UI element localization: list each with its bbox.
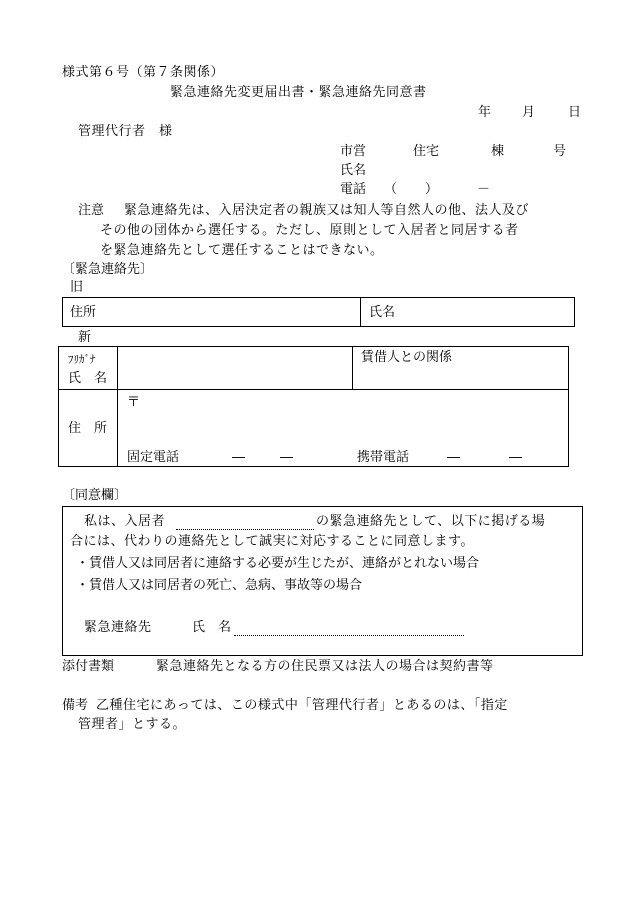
new-table-relation-divider — [352, 346, 353, 389]
remarks-line-2: 管理者」とする。 — [78, 717, 187, 732]
landline-label: 固定電話 — [127, 450, 180, 465]
notice-line-3: を緊急連絡先として選任することはできない。 — [100, 243, 384, 258]
room-label: 号 — [553, 144, 567, 159]
signer-name-line — [234, 635, 464, 636]
old-label: 旧 — [70, 280, 84, 295]
notice-label: 注意 — [78, 203, 105, 218]
housing-suffix: 住宅 — [413, 144, 440, 159]
old-name-label: 氏名 — [369, 305, 396, 320]
consent-intro-end: の緊急連絡先として、以下に掲げる場 — [316, 514, 546, 529]
mobile-dash-2: ― — [509, 450, 522, 465]
housing-prefix: 市営 — [340, 144, 367, 159]
mobile-label: 携帯電話 — [357, 450, 410, 465]
new-label: 新 — [78, 330, 92, 345]
attachment-label: 添付書類 — [62, 659, 115, 674]
new-table-row-divider — [58, 389, 569, 390]
phone-dash: － — [477, 182, 491, 197]
mobile-dash-1: ― — [447, 450, 460, 465]
consent-bullet-1: ・賃借人又は同居者に連絡する必要が生じたが、連絡がとれない場合 — [76, 556, 480, 571]
consent-intro-start: 私は、入居者 — [84, 514, 166, 529]
consent-section-label: 〔同意欄〕 — [62, 488, 128, 503]
consent-signer-name-label: 氏 名 — [192, 620, 232, 635]
furigana-label: ﾌﾘｶﾞﾅ — [68, 353, 96, 366]
landline-dash-2: ― — [280, 450, 293, 465]
postal-mark: 〒 — [127, 395, 141, 410]
new-address-label: 住 所 — [68, 421, 108, 436]
notice-line-1: 緊急連絡先は、入居決定者の親族又は知人等自然人の他、法人及び — [124, 203, 530, 218]
landline-dash-1: ― — [232, 450, 245, 465]
notice-line-2: その他の団体から選任する。ただし、原則として入居者と同居する者 — [100, 223, 519, 238]
date-month-label: 月 — [522, 105, 536, 120]
date-year-label: 年 — [478, 105, 492, 120]
attachment-text: 緊急連絡先となる方の住民票又は法人の場合は契約書等 — [156, 659, 494, 674]
new-name-label: 氏 名 — [68, 371, 108, 386]
applicant-phone-label: 電話 — [340, 182, 367, 197]
new-table-label-column-divider — [117, 346, 118, 467]
recipient-label: 管理代行者 様 — [78, 124, 173, 139]
building-label: 棟 — [491, 144, 505, 159]
date-day-label: 日 — [568, 105, 582, 120]
phone-paren-open: （ — [384, 182, 398, 197]
old-table-divider — [360, 297, 361, 327]
document-title: 緊急連絡先変更届出書・緊急連絡先同意書 — [170, 85, 427, 100]
relation-label: 賃借人との関係 — [361, 350, 453, 365]
emergency-contact-section-label: 〔緊急連絡先〕 — [62, 262, 154, 277]
consent-signer-label: 緊急連絡先 — [84, 620, 152, 635]
old-address-label: 住所 — [70, 305, 97, 320]
old-contact-table — [62, 297, 575, 327]
remarks-label: 備考 — [62, 698, 89, 713]
resident-name-line — [176, 529, 314, 530]
consent-line-2: 合には、代わりの連絡先として誠実に対応することに同意します。 — [70, 534, 474, 549]
remarks-line-1: 乙種住宅にあっては、この様式中「管理代行者」とあるのは、「指定 — [96, 698, 508, 713]
consent-bullet-2: ・賃借人又は同居者の死亡、急病、事故等の場合 — [76, 578, 363, 593]
applicant-name-label: 氏名 — [340, 163, 367, 178]
form-number: 様式第６号（第７条関係） — [62, 65, 225, 80]
phone-paren-close: ） — [425, 182, 439, 197]
